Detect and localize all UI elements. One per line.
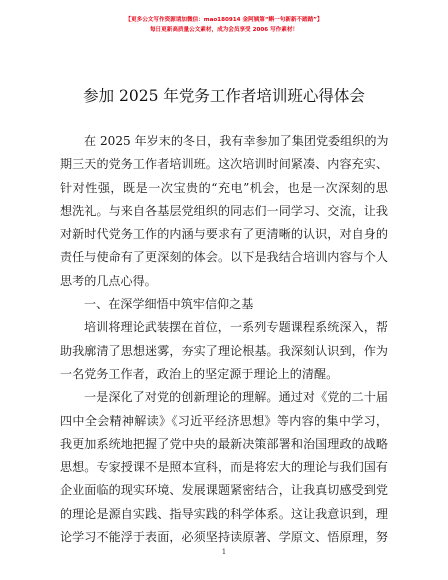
paragraph-3-line: 论学习不能浮于表面，必须坚持读原著、学原文、悟原理，努 xyxy=(60,530,388,545)
paragraph-3-line: 我更加系统地把握了党中央的最新决策部署和治国理政的战略 xyxy=(60,436,388,451)
paragraph-1-line: 对新时代党务工作的内涵与要求有了更清晰的认识，对自身的 xyxy=(60,227,388,242)
paragraph-3-line: 思想。专家授课不是照本宣科，而是将宏大的理论与我们国有 xyxy=(60,460,388,475)
section-heading: 一、在深学细悟中筑牢信仰之基 xyxy=(84,297,254,312)
paragraph-3-line: 一是深化了对党的创新理论的理解。通过对《党的二十届 xyxy=(84,390,388,405)
paragraph-3-line: 企业面临的现实环境、发展课题紧密结合，让我真切感受到党 xyxy=(60,483,388,498)
paragraph-2-line: 助我廓清了思想迷雾，夯实了理论根基。我深刻认识到，作为 xyxy=(60,343,388,358)
paragraph-2-line: 一名党务工作者，政治上的坚定源于理论上的清醒。 xyxy=(60,366,339,381)
paragraph-1-line: 思考的几点心得。 xyxy=(60,273,157,288)
paragraph-1-line: 针对性强，既是一次宝贵的“充电”机会，也是一次深刻的思 xyxy=(60,180,388,195)
promo-banner-line-1: 【更多公文写作资源请加微信：mao180914 金阿姨第“蝌一句新新不踏踏”】 xyxy=(125,17,323,23)
document-title: 参加 2025 年党务工作者培训班心得体会 xyxy=(83,87,365,105)
paragraph-1-line: 期三天的党务工作者培训班。这次培训时间紧凑、内容充实、 xyxy=(60,157,388,172)
paragraph-1-line: 责任与使命有了更深刻的体会。以下是我结合培训内容与个人 xyxy=(60,250,388,265)
document-body xyxy=(60,130,388,549)
paragraph-2-line: 培训将理论武装摆在首位，一系列专题课程系统深入，帮 xyxy=(84,320,388,335)
paragraph-3-line: 的理论是源自实践、指导实践的科学体系。这让我意识到，理 xyxy=(60,506,388,521)
paragraph-1-line: 想洗礼。与来自各基层党组织的同志们一同学习、交流，让我 xyxy=(60,203,388,218)
paragraph-3-line: 四中全会精神解读》《习近平经济思想》等内容的集中学习， xyxy=(60,413,388,428)
page-number: 1 xyxy=(221,548,227,556)
paragraph-1-line: 在 2025 年岁末的冬日，我有幸参加了集团党委组织的为 xyxy=(84,134,389,148)
promo-banner-line-2: 每日更新高质量公文素材，成为会员享受 2006 写作素材！ xyxy=(149,27,299,33)
